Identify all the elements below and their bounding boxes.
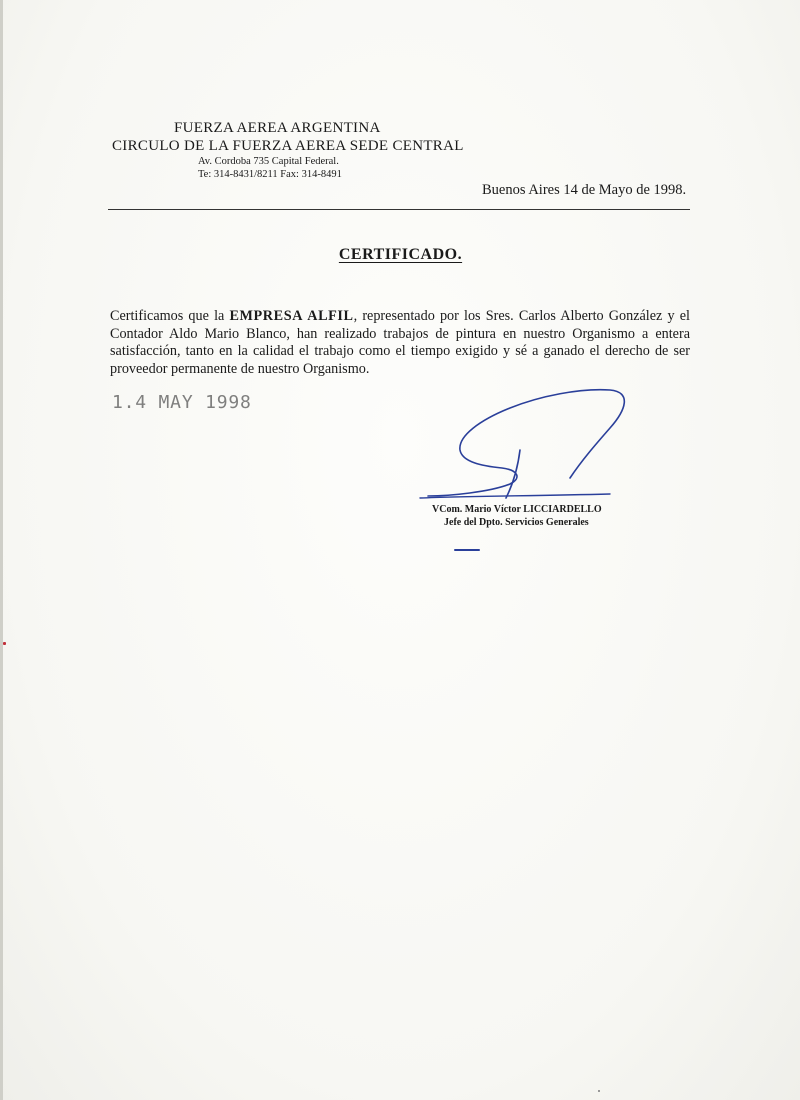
- paper-speck: [598, 1090, 600, 1092]
- certificate-body: [110, 308, 690, 378]
- date-stamp: 1.4 MAY 1998: [112, 392, 252, 413]
- letterhead-address: Av. Cordoba 735 Capital Federal.: [198, 156, 339, 167]
- ink-speck: [3, 642, 6, 645]
- signature-stroke-loop: [428, 390, 624, 496]
- letterhead-org: FUERZA AEREA ARGENTINA: [174, 120, 381, 136]
- signature-stroke-vertical: [506, 450, 520, 498]
- header-divider: [108, 209, 690, 210]
- letterhead-suborg: CIRCULO DE LA FUERZA AEREA SEDE CENTRAL: [112, 138, 464, 154]
- signatory-name: VCom. Mario Víctor LICCIARDELLO: [432, 504, 602, 515]
- document-date: Buenos Aires 14 de Mayo de 1998.: [482, 182, 687, 198]
- letterhead-phones: Te: 314-8431/8211 Fax: 314-8491: [198, 169, 342, 180]
- document-title-text: CERTIFICADO.: [338, 246, 463, 263]
- body-part-1: Certificamos que la: [110, 308, 230, 324]
- signatory-role: Jefe del Dpto. Servicios Generales: [444, 517, 589, 528]
- handwritten-signature: [410, 378, 650, 518]
- document-title: [0, 246, 800, 264]
- ink-mark: [454, 548, 480, 552]
- page-edge: [0, 0, 3, 1100]
- company-name: EMPRESA ALFIL: [229, 308, 354, 324]
- body-part-2: , representado por los Sres. Carlos Alberto González y el Contador Aldo Mario Blanco, han realizado trabajos de pintura en nuestro Organismo a entera satisfacción, tanto en la calidad el trabajo como el tiempo exigido y sé a ganado el derecho de ser proveedor permanente de nuestro Organismo.: [110, 308, 690, 377]
